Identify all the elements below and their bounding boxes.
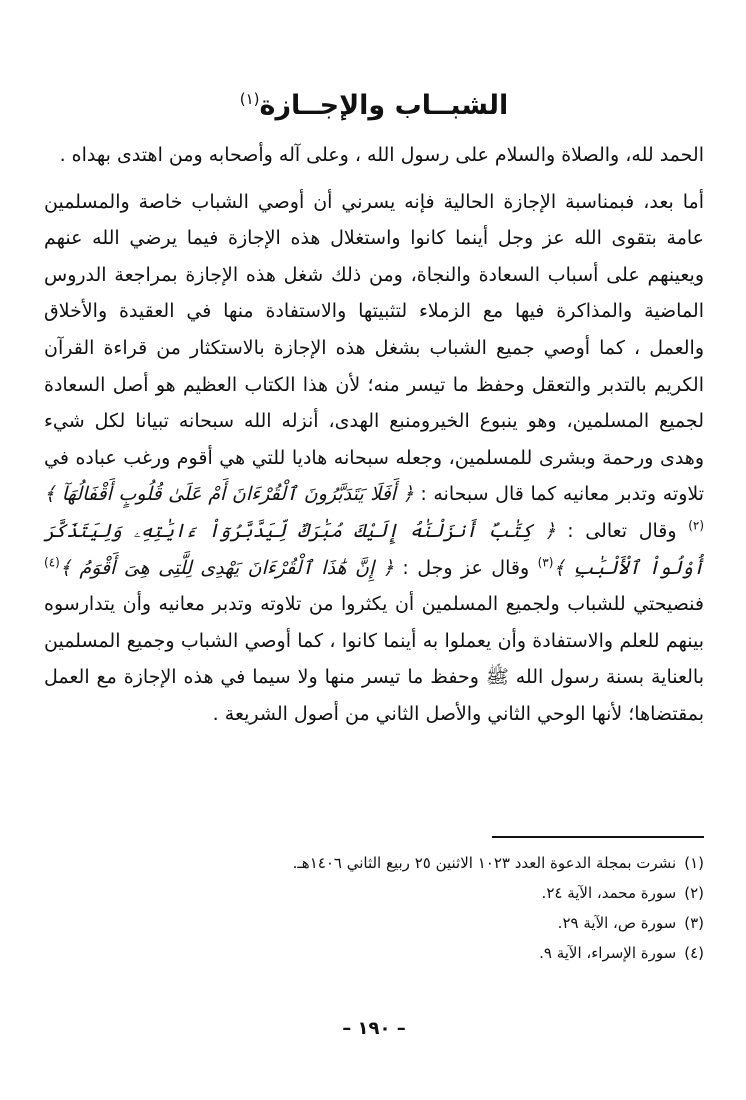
footnote-text: سورة ص، الآية ٢٩. bbox=[557, 914, 677, 932]
footnote-number: (٢) bbox=[684, 884, 704, 902]
main-text-part-4: فنصيحتي للشباب ولجميع المسلمين أن يكثروا من تلاوته وتدبر معانيه وأن يتدارسوه بينهم للعلم والاستفادة وأن يعملوا به أينما كانوا ، كما أوصي الشباب وجميع المسلمين بالعناية بسنة رسول الله ﷺ وحفظ ما تيسر منها ولا سيما في هذه الإجازة مع العمل بمقتضاها؛ لأنها الوحي الثاني والأصل الثاني من أصول الشريعة . bbox=[44, 593, 704, 725]
opening-paragraph: الحمد لله، والصلاة والسلام على رسول الله ، وعلى آله وأصحابه ومن اهتدى بهداه . bbox=[59, 144, 704, 166]
quran-verse-1: ﴿ أَفَلَا يَتَدَبَّرُونَ ٱلْقُرْءَانَ أَمْ عَلَىٰ قُلُوبٍ أَقْفَالُهَآ ﴾ bbox=[44, 483, 414, 506]
footnotes-list bbox=[44, 848, 704, 968]
page-number: – ١٩٠ – bbox=[342, 1018, 406, 1039]
book-page bbox=[44, 78, 704, 1068]
title-footnote-marker: (١) bbox=[239, 90, 260, 108]
footnote-item bbox=[44, 848, 704, 878]
footnote-divider bbox=[492, 836, 704, 838]
footnote-number: (٤) bbox=[684, 944, 704, 962]
footnote-item bbox=[44, 878, 704, 908]
footnote-item bbox=[44, 938, 704, 968]
title-text: الشبــاب والإجــازة bbox=[259, 90, 509, 121]
footnote-marker-2: (٢) bbox=[688, 518, 705, 533]
footnote-marker-4: (٤) bbox=[44, 555, 60, 570]
page-title bbox=[44, 78, 704, 127]
footnote-text: سورة الإسراء، الآية ٩. bbox=[539, 944, 677, 962]
footnote-number: (١) bbox=[684, 854, 704, 872]
footnote-text: نشرت بمجلة الدعوة العدد ١٠٢٣ الاثنين ٢٥ ربيع الثاني ١٤٠٦هـ. bbox=[292, 854, 677, 872]
main-text-part-1: أما بعد، فبمناسبة الإجازة الحالية فإنه يسرني أن أوصي الشباب خاصة والمسلمين عامة بتقوى الله عز وجل أينما كانوا واستغلال هذه الإجازة فيما يرضي الله عنهم ويعينهم على أسباب السعادة والنجاة، ومن ذلك شغل هذه الإجازة بمراجعة الدروس الماضية والمذاكرة فيها مع الزملاء لتثبيتها والاستفادة منها في العقيدة والأخلاق والعمل ، كما أوصي جميع الشباب بشغل هذه الإجازة بالاستكثار من قراءة القرآن الكريم بالتدبر والتعقل وحفظ ما تيسر منه؛ لأن هذا الكتاب العظيم هو أصل السعادة لجميع المسلمين، وهو ينبوع الخيرومنبع الهدى، أنزله الله سبحانه تبيانا لكل شيء وهدى ورحمة وبشرى للمسلمين، وجعله سبحانه هاديا للتي هي أقوم ورغب عباده في تلاوته وتدبر معانيه كما قال سبحانه : bbox=[44, 190, 704, 506]
main-paragraph bbox=[44, 184, 704, 733]
main-text-part-2: وقال تعالى : bbox=[567, 519, 677, 542]
main-text-part-3: وقال عز وجل : bbox=[402, 556, 530, 579]
quran-verse-3: ﴿ إِنَّ هَٰذَا ٱلْقُرْءَانَ يَهْدِى لِلَّتِى هِىَ أَقْوَمُ ﴾ bbox=[59, 556, 394, 579]
footnote-text: سورة محمد، الآية ٢٤. bbox=[541, 884, 677, 902]
quran-verse-2: ﴿ كِتَٰبٌ أَنزَلْنَٰهُ إِلَيْكَ مُبَٰرَكٌ لِّيَدَّبَّرُوٓاْ ءَايَٰتِهِۦ وَلِيَتَذَكَّرَ أُوْلُواْ ٱلْأَلْبَٰبِ ﴾ bbox=[44, 519, 704, 579]
footnote-marker-3: (٣) bbox=[537, 555, 554, 570]
footnote-item bbox=[44, 908, 704, 938]
footnote-number: (٣) bbox=[684, 914, 704, 932]
